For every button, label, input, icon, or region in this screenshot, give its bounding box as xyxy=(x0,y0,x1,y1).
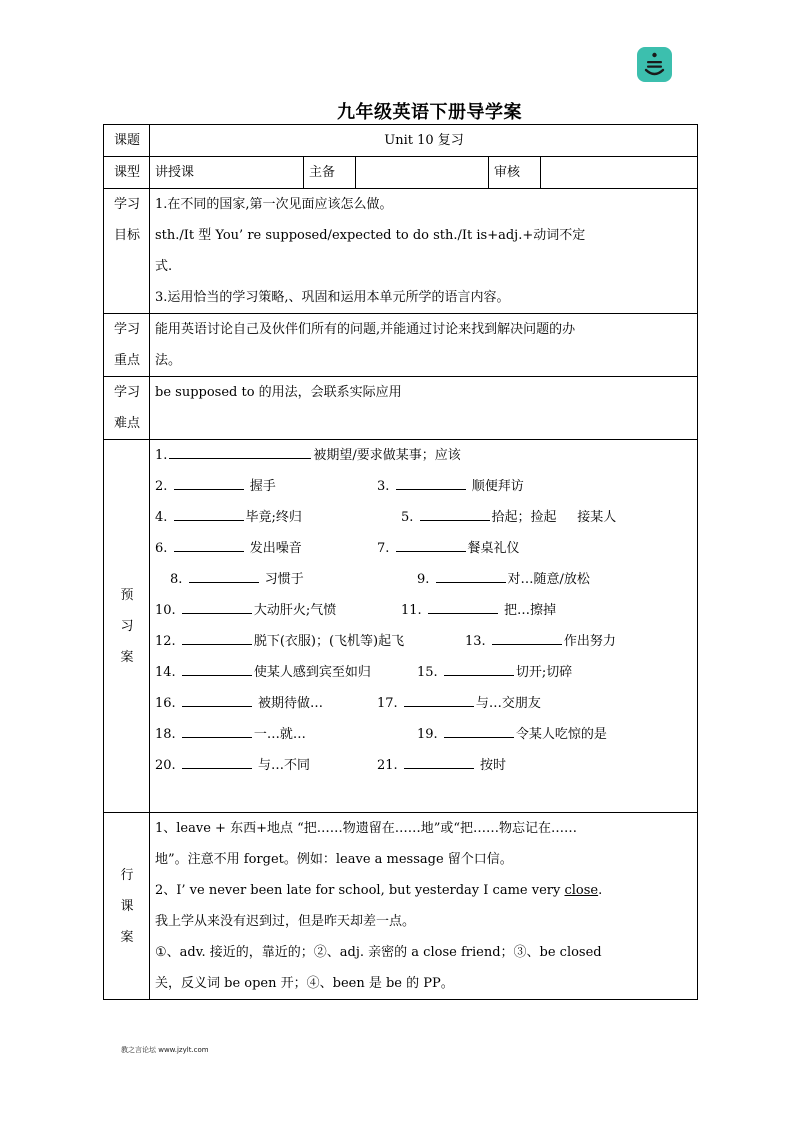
lesson-plan-table xyxy=(103,124,698,1000)
topic-label: 课题 xyxy=(104,125,150,157)
blank-field[interactable] xyxy=(444,661,514,676)
preview-line: 6. 发出噪音 7. 餐桌礼仪 xyxy=(155,533,693,564)
page-title: 九年级英语下册导学案 xyxy=(337,102,522,123)
practice-line: 关，反义词 be open 开；④、been 是 be 的 PP。 xyxy=(155,976,454,991)
blank-field[interactable] xyxy=(182,754,252,769)
practice-label: 行 课 案 xyxy=(104,813,150,1000)
blank-field[interactable] xyxy=(404,692,474,707)
main-prep-value xyxy=(356,157,489,189)
footer-text: 教之言论坛 www.jzylt.com xyxy=(121,1046,209,1054)
difficulties-content xyxy=(150,377,698,440)
preview-line: 18. 一…就… 19. 令某人吃惊的是 xyxy=(155,719,693,750)
key-points-label: 学习 重点 xyxy=(104,314,150,377)
speech-face-logo-icon xyxy=(637,47,672,82)
blank-field[interactable] xyxy=(182,599,252,614)
difficulty-line: be supposed to 的用法，会联系实际应用 xyxy=(155,385,402,400)
key-points-row xyxy=(104,314,698,377)
preview-content xyxy=(150,440,698,813)
preview-line: 1. 被期望/要求做某事；应该 xyxy=(155,440,693,471)
review-label: 审核 xyxy=(489,157,541,189)
key-points-content xyxy=(150,314,698,377)
preview-line: 16. 被期待做… 17. 与…交朋友 xyxy=(155,688,693,719)
objective-line: 1.在不同的国家,第一次见面应该怎么做。 xyxy=(155,197,393,212)
objective-line: 式. xyxy=(155,259,173,274)
objective-line: 3.运用恰当的学习策略,、巩固和运用本单元所学的语言内容。 xyxy=(155,290,510,305)
objectives-row xyxy=(104,189,698,314)
preview-line: 2. 握手 3. 顺便拜访 xyxy=(155,471,693,502)
practice-line: ①、adv. 接近的，靠近的；②、adj. 亲密的 a close friend；③、be closed xyxy=(155,945,602,960)
site-logo xyxy=(637,47,672,82)
topic-row xyxy=(104,125,698,157)
blank-field[interactable] xyxy=(189,568,259,583)
blank-field[interactable] xyxy=(182,661,252,676)
preview-line: 12. 脱下(衣服)；(飞机等)起飞 13. 作出努力 xyxy=(155,626,693,657)
preview-line: 14. 使某人感到宾至如归 15. 切开;切碎 xyxy=(155,657,693,688)
practice-line: 1、leave + 东西+地点 “把……物遗留在……地”或“把……物忘记在…… xyxy=(155,821,578,836)
blank-field[interactable] xyxy=(396,475,466,490)
preview-line: 10. 大动肝火;气愤 11. 把…擦掉 xyxy=(155,595,693,626)
practice-content xyxy=(150,813,698,1000)
blank-field[interactable] xyxy=(404,754,474,769)
objectives-label: 学习 目标 xyxy=(104,189,150,314)
preview-line: 8. 习惯于 9. 对…随意/放松 xyxy=(155,564,693,595)
practice-line: 2、I’ ve never been late for school, but yesterday I came very close. xyxy=(155,883,603,898)
blank-field[interactable] xyxy=(182,630,252,645)
blank-field[interactable] xyxy=(436,568,506,583)
main-prep-label: 主备 xyxy=(304,157,356,189)
difficulties-row xyxy=(104,377,698,440)
blank-field[interactable] xyxy=(444,723,514,738)
blank-field[interactable] xyxy=(182,723,252,738)
preview-label: 预 习 案 xyxy=(104,440,150,813)
preview-row xyxy=(104,440,698,813)
review-value xyxy=(541,157,698,189)
objective-line: sth./It 型 You’ re supposed/expected to do sth./It is+adj.+动词不定 xyxy=(155,228,586,243)
preview-line: 20. 与…不同 21. 按时 xyxy=(155,750,693,781)
blank-field[interactable] xyxy=(428,599,498,614)
practice-row xyxy=(104,813,698,1000)
blank-field[interactable] xyxy=(396,537,466,552)
underlined-word: close xyxy=(564,883,599,898)
topic-value: Unit 10 复习 xyxy=(150,125,698,157)
blank-field[interactable] xyxy=(174,506,244,521)
blank-field[interactable] xyxy=(174,537,244,552)
key-point-line: 能用英语讨论自己及伙伴们所有的问题,并能通过讨论来找到解决问题的办 xyxy=(155,322,576,337)
blank-field[interactable] xyxy=(420,506,490,521)
type-value: 讲授课 xyxy=(150,157,304,189)
difficulties-label: 学习 难点 xyxy=(104,377,150,440)
type-label: 课型 xyxy=(104,157,150,189)
practice-line: 我上学从来没有迟到过，但是昨天却差一点。 xyxy=(155,914,416,929)
practice-line: 地”。注意不用 forget。例如：leave a message 留个口信。 xyxy=(155,852,513,867)
key-point-line: 法。 xyxy=(155,353,182,368)
type-row xyxy=(104,157,698,189)
preview-line: 4. 毕竟;终归 5. 拾起；捡起 接某人 xyxy=(155,502,693,533)
objectives-content xyxy=(150,189,698,314)
blank-field[interactable] xyxy=(492,630,562,645)
blank-field[interactable] xyxy=(169,444,311,459)
blank-field[interactable] xyxy=(174,475,244,490)
blank-field[interactable] xyxy=(182,692,252,707)
